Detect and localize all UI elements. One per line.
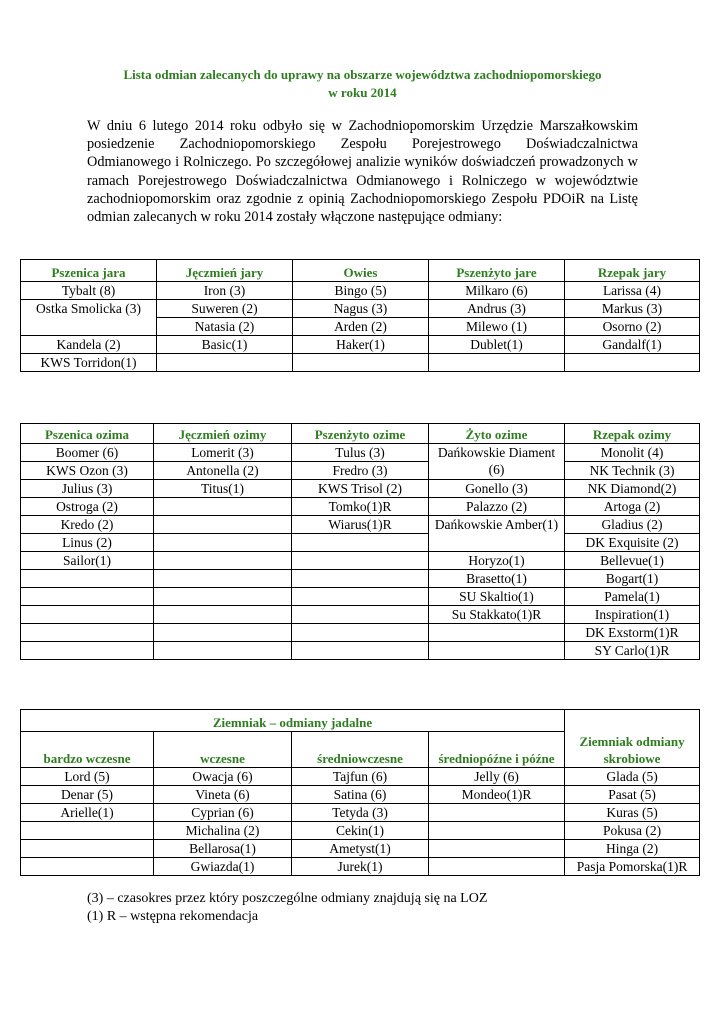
- table-cell: Fredro (3): [292, 462, 429, 480]
- header-cell: Rzepak ozimy: [565, 424, 700, 444]
- table-cell: Horyzo(1): [429, 552, 565, 570]
- header-cell: średniowczesne: [292, 732, 429, 768]
- header-cell: Jęczmień ozimy: [154, 424, 292, 444]
- table-cell: Dublet(1): [429, 336, 565, 354]
- table-cell: Bellevue(1): [565, 552, 700, 570]
- intro-paragraph: W dniu 6 lutego 2014 roku odbyło się w Zachodniopomorskim Urzędzie Marszałkowskim posiedzenie Zachodniopomorskiego Zespołu Porejestrowego Doświadczalnictwa Odmianowego i Rolniczego. Po szczegółowej analizie wyników doświadczeń prowadzonych w ramach Porejestrowego Doświadczalnictwa Odmianowego i Rolniczego w województwie zachodniopomorskim oraz zgodnie z opinią Zachodniopomorskiego Zespołu PDOiR na Listę odmian zalecanych w roku 2014 zostały włączone następujące odmiany:: [87, 118, 638, 226]
- table-cell: Milewo (1): [429, 318, 565, 336]
- table-cell: [154, 498, 292, 516]
- header-cell: średniopóźne i późne: [429, 732, 565, 768]
- table-cell: [21, 606, 154, 624]
- potato-group-header: Ziemniak – odmiany jadalne: [21, 710, 565, 732]
- table-cell: Gwiazda(1): [154, 858, 292, 876]
- table-cell: [429, 822, 565, 840]
- table-cell: Dańkowskie Amber(1): [429, 516, 565, 552]
- table-cell: DK Exquisite (2): [565, 534, 700, 552]
- table-cell: Lord (5): [21, 768, 154, 786]
- table-cell: [292, 570, 429, 588]
- table-row: [21, 534, 700, 552]
- table-cell: [154, 642, 292, 660]
- table-cell: [21, 822, 154, 840]
- table-cell: Jurek(1): [292, 858, 429, 876]
- potato-table: [20, 709, 700, 876]
- table-cell: Su Stakkato(1)R: [429, 606, 565, 624]
- table-cell: Tulus (3): [292, 444, 429, 462]
- table-cell: [429, 624, 565, 642]
- table-row: [21, 858, 700, 876]
- header-cell: Pszenżyto jare: [429, 260, 565, 282]
- winter-crops-table: [20, 423, 700, 660]
- table-cell: Pasja Pomorska(1)R: [565, 858, 700, 876]
- table-row: [21, 282, 700, 300]
- table-cell: Kuras (5): [565, 804, 700, 822]
- table-cell: Boomer (6): [21, 444, 154, 462]
- table-cell: Antonella (2): [154, 462, 292, 480]
- table-cell: [292, 624, 429, 642]
- table-cell: Haker(1): [293, 336, 429, 354]
- table-row: [21, 444, 700, 462]
- table-cell: Cyprian (6): [154, 804, 292, 822]
- header-cell: bardzo wczesne: [21, 732, 154, 768]
- footnotes: [87, 890, 487, 926]
- table-cell: Kredo (2): [21, 516, 154, 534]
- title-line-1: Lista odmian zalecanych do uprawy na obszarze województwa zachodniopomorskiego: [123, 67, 602, 82]
- table-cell: Brasetto(1): [429, 570, 565, 588]
- table-row: [21, 552, 700, 570]
- table-cell: Bingo (5): [293, 282, 429, 300]
- footnote-recommendation: (1) R – wstępna rekomendacja: [87, 909, 259, 924]
- table-row: [21, 606, 700, 624]
- table-cell: Cekin(1): [292, 822, 429, 840]
- table-cell: [429, 840, 565, 858]
- table-cell: Artoga (2): [565, 498, 700, 516]
- table-cell: Monolit (4): [565, 444, 700, 462]
- spring-crops-table: [20, 259, 700, 372]
- table-cell: Tajfun (6): [292, 768, 429, 786]
- table-cell: Mondeo(1)R: [429, 786, 565, 804]
- table-row: [21, 516, 700, 534]
- table-cell: [292, 534, 429, 552]
- table-row: [21, 300, 700, 318]
- header-cell: Jęczmień jary: [157, 260, 293, 282]
- table-cell: Palazzo (2): [429, 498, 565, 516]
- document-title: [80, 66, 645, 102]
- table-cell: [292, 588, 429, 606]
- header-cell: Ziemniak odmiany skrobiowe: [565, 710, 700, 768]
- table-cell: DK Exstorm(1)R: [565, 624, 700, 642]
- table-cell: [429, 642, 565, 660]
- table-row: [21, 786, 700, 804]
- table-cell: Pamela(1): [565, 588, 700, 606]
- table-cell: Arden (2): [293, 318, 429, 336]
- footnote-loz: (3) – czasokres przez który poszczególne odmiany znajdują się na LOZ: [87, 891, 488, 906]
- table-cell: Michalina (2): [154, 822, 292, 840]
- table-cell: Nagus (3): [293, 300, 429, 318]
- table-cell: Julius (3): [21, 480, 154, 498]
- table-cell: [154, 570, 292, 588]
- table-cell: Kandela (2): [21, 336, 157, 354]
- table-cell: Linus (2): [21, 534, 154, 552]
- header-cell: Owies: [293, 260, 429, 282]
- table-cell: [429, 354, 565, 372]
- table-row: [21, 570, 700, 588]
- table-cell: Jelly (6): [429, 768, 565, 786]
- table-cell: KWS Torridon(1): [21, 354, 157, 372]
- table-cell: Gonello (3): [429, 480, 565, 498]
- table-cell: SU Skaltio(1): [429, 588, 565, 606]
- table-cell: Basic(1): [157, 336, 293, 354]
- table-cell: KWS Ozon (3): [21, 462, 154, 480]
- table-cell: Larissa (4): [565, 282, 700, 300]
- table-cell: Titus(1): [154, 480, 292, 498]
- table-cell: Natasia (2): [157, 318, 293, 336]
- table-cell: Lomerit (3): [154, 444, 292, 462]
- table-cell: [154, 606, 292, 624]
- table-cell: [21, 624, 154, 642]
- table-row: [21, 822, 700, 840]
- table-cell: Ametyst(1): [292, 840, 429, 858]
- table-cell: [429, 858, 565, 876]
- table-cell: Denar (5): [21, 786, 154, 804]
- table-cell: Suweren (2): [157, 300, 293, 318]
- table-cell: Tomko(1)R: [292, 498, 429, 516]
- header-cell: wczesne: [154, 732, 292, 768]
- header-cell: Żyto ozime: [429, 424, 565, 444]
- table-cell: [429, 804, 565, 822]
- table-row: [21, 336, 700, 354]
- table-cell: Glada (5): [565, 768, 700, 786]
- table-cell: Satina (6): [292, 786, 429, 804]
- table-cell: Andrus (3): [429, 300, 565, 318]
- table-cell: Gandalf(1): [565, 336, 700, 354]
- table-cell: [292, 642, 429, 660]
- table-row: [21, 804, 700, 822]
- table-cell: Pasat (5): [565, 786, 700, 804]
- table-row: [21, 768, 700, 786]
- table-cell: KWS Trisol (2): [292, 480, 429, 498]
- table-cell: NK Technik (3): [565, 462, 700, 480]
- table-cell: [21, 588, 154, 606]
- table-cell: Ostroga (2): [21, 498, 154, 516]
- table-cell: [21, 858, 154, 876]
- table-cell: [154, 552, 292, 570]
- table-row: [21, 480, 700, 498]
- header-cell: Pszenica jara: [21, 260, 157, 282]
- table-cell: Tybalt (8): [21, 282, 157, 300]
- table-cell: Owacja (6): [154, 768, 292, 786]
- table-cell: Milkaro (6): [429, 282, 565, 300]
- table-row: [21, 498, 700, 516]
- table-row: [21, 354, 700, 372]
- table-cell: Osorno (2): [565, 318, 700, 336]
- table-row: [21, 624, 700, 642]
- table-cell: [154, 624, 292, 642]
- table-cell: [154, 516, 292, 534]
- table-cell: Hinga (2): [565, 840, 700, 858]
- table-cell: SY Carlo(1)R: [565, 642, 700, 660]
- table-cell: Arielle(1): [21, 804, 154, 822]
- table-cell: [157, 354, 293, 372]
- table-row: [21, 588, 700, 606]
- table-cell: Markus (3): [565, 300, 700, 318]
- table-cell: Vineta (6): [154, 786, 292, 804]
- header-cell: Pszenżyto ozime: [292, 424, 429, 444]
- table-cell: [21, 570, 154, 588]
- header-cell: Rzepak jary: [565, 260, 700, 282]
- table-cell: [154, 534, 292, 552]
- table-cell: [292, 552, 429, 570]
- table-cell: [293, 354, 429, 372]
- table-cell: [21, 642, 154, 660]
- table-cell: Gladius (2): [565, 516, 700, 534]
- table-cell: Sailor(1): [21, 552, 154, 570]
- table-cell: Bogart(1): [565, 570, 700, 588]
- table-cell: Ostka Smolicka (3): [21, 300, 157, 336]
- table-row: [21, 462, 700, 480]
- table-cell: Tetyda (3): [292, 804, 429, 822]
- table-cell: Inspiration(1): [565, 606, 700, 624]
- table-cell: NK Diamond(2): [565, 480, 700, 498]
- table-cell: [154, 588, 292, 606]
- table-cell: Bellarosa(1): [154, 840, 292, 858]
- table-row: [21, 642, 700, 660]
- table-cell: [565, 354, 700, 372]
- header-cell: Pszenica ozima: [21, 424, 154, 444]
- table-cell: Wiarus(1)R: [292, 516, 429, 534]
- table-cell: Dańkowskie Diament (6): [429, 444, 565, 480]
- table-cell: Iron (3): [157, 282, 293, 300]
- table-row: [21, 840, 700, 858]
- title-line-2: w roku 2014: [328, 85, 397, 100]
- table-cell: [292, 606, 429, 624]
- table-cell: [21, 840, 154, 858]
- table-cell: Pokusa (2): [565, 822, 700, 840]
